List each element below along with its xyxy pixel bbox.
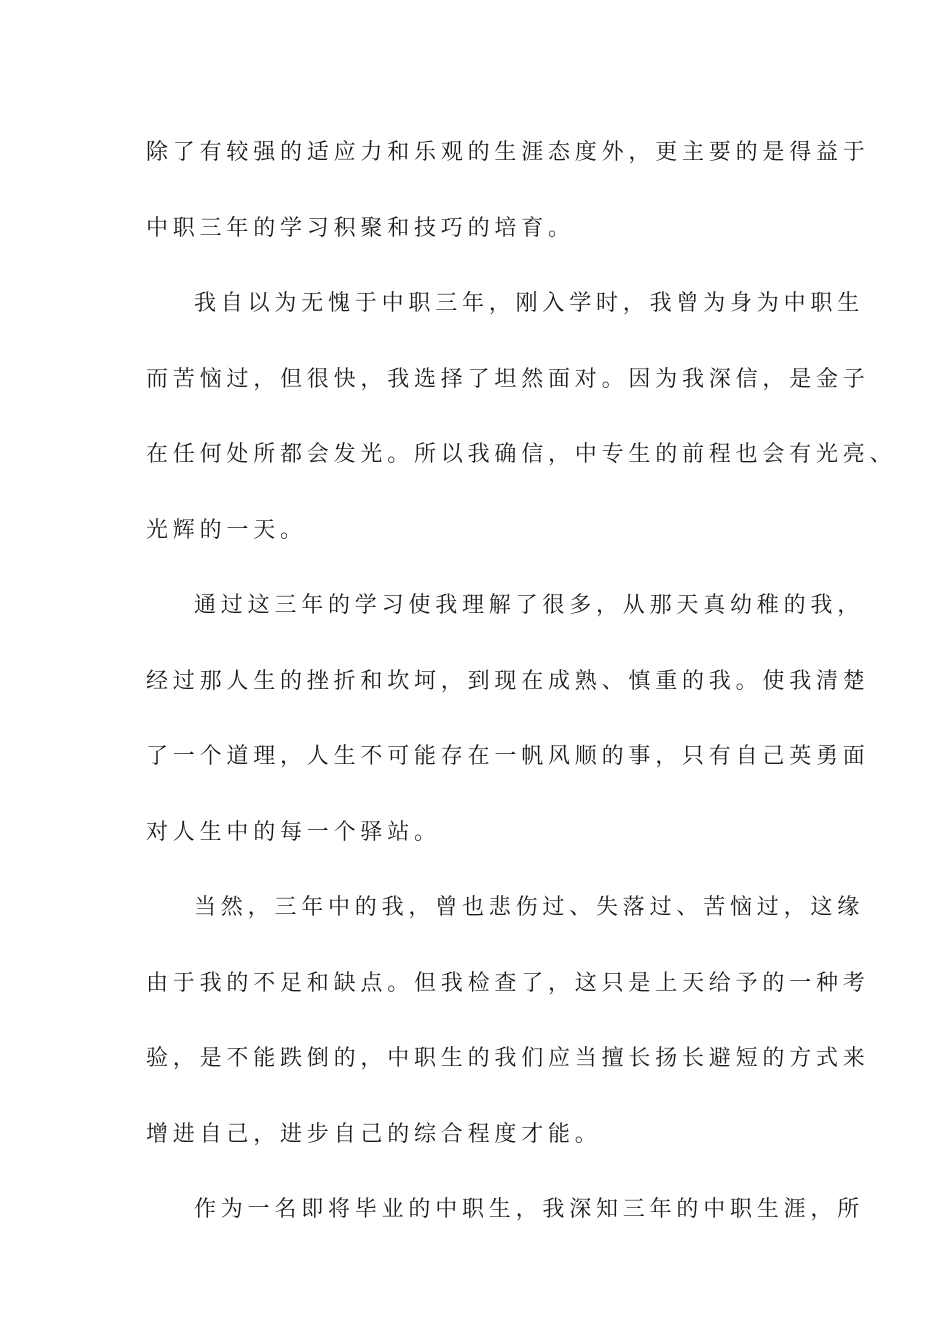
text-line-9: 了一个道理，人生不可能存在一帆风顺的事，只有自己英勇面 <box>146 744 870 769</box>
text-line-8: 经过那人生的挫折和坎坷，到现在成熟、慎重的我。使我清楚 <box>146 668 870 694</box>
document-body <box>146 128 897 1261</box>
text-line-12: 由于我的不足和缺点。但我检查了，这只是上天给予的一种考 <box>146 970 870 996</box>
text-line-4: 而苦恼过，但很快，我选择了坦然面对。因为我深信，是金子 <box>146 366 870 392</box>
text-line-6: 光辉的一天。 <box>146 517 307 543</box>
text-line-14: 增进自己，进步自己的综合程度才能。 <box>146 1121 602 1147</box>
text-line-5: 在任何处所都会发光。所以我确信，中专生的前程也会有光亮、 <box>146 442 897 467</box>
text-line-3: 我自以为无愧于中职三年，刚入学时，我曾为身为中职生 <box>194 291 865 316</box>
text-line-1: 除了有较强的适应力和乐观的生涯态度外，更主要的是得益于 <box>146 140 870 165</box>
text-line-11: 当然，三年中的我，曾也悲伤过、失落过、苦恼过，这缘 <box>194 895 865 920</box>
text-line-15: 作为一名即将毕业的中职生，我深知三年的中职生涯，所 <box>194 1197 865 1222</box>
text-line-13: 验，是不能跌倒的，中职生的我们应当擅长扬长避短的方式来 <box>146 1046 870 1071</box>
text-line-2: 中职三年的学习积聚和技巧的培育。 <box>146 215 575 241</box>
text-line-7: 通过这三年的学习使我理解了很多，从那天真幼稚的我， <box>194 593 865 618</box>
text-line-10: 对人生中的每一个驿站。 <box>146 819 441 845</box>
